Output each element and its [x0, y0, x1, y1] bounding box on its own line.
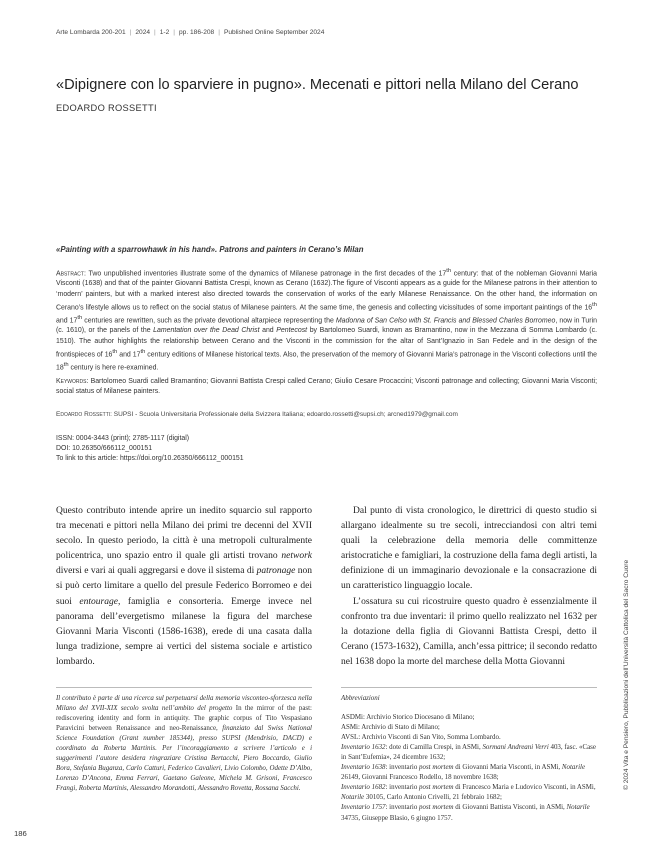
abstract-text: and: [259, 327, 277, 335]
abstract-text: century: that of the nobleman Giovanni Maria Visconti (1638) and that of the painter Giovanni Battista Crespi, known as Cerano (1632).The figure of Visconti appears as a guide for the Milanese patrons in their attention to ‘modern’ painters, but with a marked interest also directed towards the conservation of works of the early Milanese Renaissance. On the other hand, the information on Cerano’s lifestyle allows us to reflect on the social status of Milanese painters. At the same time, the genesis and collecting vicissitudes of some important paintings of the 16: [56, 270, 597, 311]
abstract-text: , now in Turin (c. 1610), or the panels of the: [56, 317, 597, 335]
affiliation-text: SUPSI - Scuola Universitaria Professionale della Svizzera Italiana; edoardo.rossetti@supsi.ch; arcned1979@gmail.com: [111, 411, 458, 418]
abstract-text: Two unpublished inventories illustrate some of the dynamics of Milanese patronage in the first decades of the 17: [85, 270, 447, 278]
body-column-left: [56, 504, 312, 670]
footnote-divider: [341, 687, 597, 688]
abbr-text: 26149, Giovanni Francesco Rodello, 18 novembre 1638;: [341, 773, 499, 782]
abbr-text: : inventario: [385, 783, 420, 792]
artwork-title: Pentecost: [276, 327, 308, 335]
abbr-text: Notarile: [561, 763, 586, 772]
body-text: diversi e vari ai quali aggregarsi e dove il sistema di: [56, 566, 257, 577]
abstract-text: and 17: [117, 350, 141, 358]
affiliation-label: Edoardo Rossetti:: [56, 411, 112, 418]
body-paragraph: L’ossatura su cui ricostruire questo quadro è essenzialmente il confronto tra due inventari: il primo quello realizzato nel 1632 per la dotazione della figlia di Giovanni Battista Crespi, detto il Cerano (1573-1632), Camilla, anch’essa pittrice; il secondo redatto nel 1638 dopo la morte del marchese della Motta Giovanni: [341, 596, 597, 667]
abbr-text: : inventario: [385, 803, 420, 812]
abbreviation-item: ASDMi: Archivio Storico Diocesano di Milano;: [341, 713, 475, 722]
body-text: , famiglia e consorteria. Emerge invece nel panorama dell’evergetismo milanese la figura del marchese Giovanni Maria Visconti (1586-1638), erede di una casata dalla lunga tradizione, sempre ai vertici del sistema sociale e artistico lombardo.: [56, 596, 312, 667]
abbr-key: Inventario 1638: [341, 763, 386, 772]
page-range: pp. 186-208: [179, 29, 215, 36]
body-column-right: [341, 504, 597, 670]
abstract-text: centuries are rewritten, such as the private devotional altarpiece representing the: [82, 317, 336, 325]
article-title: «Dipignere con lo sparviere in pugno». Mecenati e pittori nella Milano del Cerano: [56, 77, 579, 93]
italic-term: entourage: [79, 596, 118, 607]
abbr-text: : inventario: [385, 763, 420, 772]
abbr-text: 34735, Giuseppe Blasio, 6 giugno 1757.: [341, 813, 453, 822]
abbr-text: di Giovanni Maria Visconti, in ASMi,: [453, 763, 562, 772]
publication-date: Published Online September 2024: [223, 29, 325, 36]
superscript: th: [112, 348, 118, 355]
abstract-text: century editions of Milanese historical texts. Also, the preservation of the memory of Giovanni Maria’s patronage in the Visconti collections until the 18: [56, 350, 597, 372]
superscript: th: [63, 362, 69, 368]
body-paragraph: [56, 504, 312, 670]
issn: ISSN: 0004-3443 (print); 2785-1117 (digital): [56, 435, 190, 442]
footnote-text: Il contributo è parte di una ricerca sul perpetuarsi della memoria visconteo-sforzesca nella Milano del XVII-XIX secolo svolta nell’ambito del progetto: [56, 694, 312, 713]
abbr-text: post mortem: [419, 763, 454, 772]
abbreviation-item: ASMi: Archivio di Stato di Milano;: [341, 723, 440, 732]
abbr-key: Inventario 1632: [341, 743, 386, 752]
abbr-text: 30105, Carlo Antonio Crivelli, 21 febbraio 1682;: [364, 793, 502, 802]
article-link[interactable]: To link to this article: https://doi.org/10.26350/666112_000151: [56, 455, 244, 463]
superscript: th: [77, 315, 83, 321]
footnote-text: finanziato dal Swiss National Science Foundation (Grant number 185344), presso SUPSI (Mendrisio, DACD) e coordinato da Roberta Martinis. Per l’incoraggiamento a scrivere l’articolo e i suggerimenti l’autore desidera ringraziare Cristina Bertacchi, Piero Boccardo, Giulio Bora, Stefania Buganza, Carlo Catturi, Federico Cavalieri, Livio Colombo, Odette D’Albo, Lorenzo D’Ancona, Emma Ferrari, Gaetano Galeone, Michela M. Grisoni, Francesco Frangi, Roberta Martinis, Alessandro Morandotti, Alessandro Rovetta, Rossana Sacchi.: [56, 724, 312, 793]
author-affiliation: [56, 411, 458, 418]
abbr-text: di Francesco Maria e Ludovico Visconti, in ASMi,: [453, 783, 596, 792]
abbr-text: Notarile: [341, 793, 365, 802]
body-paragraph: Dal punto di vista cronologico, le direttrici di questo studio si allargano idealmente su tre secoli, intrecciandosi con altri temi quali la celebrazione della memoria delle committenze aristocratiche e famigliari, la costruzione della fama degli artisti, la definizione di un immaginario devozionale e la consacrazione di un caratteristico linguaggio locale.: [341, 506, 597, 592]
abbreviation-item: AVSL: Archivio Visconti di San Vito, Somma Lombardo.: [341, 733, 501, 742]
abbr-text: di Giovanni Battista Visconti, in ASMi,: [453, 803, 567, 812]
abbreviation-item: [341, 802, 597, 822]
footnote-acknowledgement: [56, 693, 312, 793]
body-text: non si può certo limitare a quello del presule Federico Borromeo e dei suoi: [56, 566, 313, 607]
journal-name: Arte Lombarda 200-201: [56, 29, 126, 36]
abbreviation-item: [341, 762, 597, 782]
abbr-text: post mortem: [419, 803, 454, 812]
italic-term: patronage: [256, 566, 296, 577]
abbr-text: : dote di Camilla Crespi, in ASMi,: [385, 743, 483, 752]
artwork-title: Lamentation over the Dead Christ: [153, 327, 260, 335]
abbr-text: post mortem: [419, 783, 454, 792]
english-title: «Painting with a sparrowhawk in his hand». Patrons and painters in Cerano’s Milan: [56, 245, 364, 254]
footnote-divider: [56, 687, 312, 688]
abbr-key: Inventario 1682: [341, 783, 386, 792]
italic-term: network: [281, 551, 312, 562]
copyright-notice: © 2024 Vita e Pensiero, Pubblicazioni dell’Università Cattolica del Sacro Cuore: [623, 559, 630, 790]
abbr-text: 403, fasc. «Case in Sant’Eufemia», 24 dicembre 1632;: [341, 743, 596, 762]
abstract-text: by Bartolomeo Suardi, known as Bramantino, now in the Mezzana di Somma Lombardo (c. 1510). The author highlights the relationship between Cerano and the Visconti in the commission for the altar of Sant’Ignazio in San Fedele and in the design of the frontispieces of 16: [56, 327, 597, 358]
abstract-label: Abstract:: [56, 270, 86, 278]
abbreviations-list: [341, 693, 597, 823]
superscript: th: [592, 301, 597, 308]
running-head: Arte Lombarda 200-201 | 2024 | 1-2 | pp. 186-208 | Published Online September 2024: [56, 29, 325, 36]
superscript: th: [140, 348, 146, 355]
footnote-text: In the mirror of the past: rediscovering identity and form in antiquity. The graphic corpus of Tito Vespasiano Paravicini between Renaissance and neo-Renaissance,: [56, 704, 312, 733]
doi: DOI: 10.26350/666112_000151: [56, 445, 153, 453]
abbreviations-heading: Abbreviazioni: [341, 694, 380, 702]
abbreviation-item: [341, 742, 597, 762]
abbr-key: Inventario 1757: [341, 803, 386, 812]
author-name: EDOARDO ROSSETTI: [56, 103, 157, 113]
page-number: 186: [14, 829, 27, 838]
abbreviation-item: [341, 782, 597, 802]
journal-issue: 1-2: [159, 29, 170, 36]
abbr-text: Notarile: [566, 803, 590, 812]
body-text: Questo contributo intende aprire un inedito squarcio sul rapporto tra mecenati e pittori nella Milano dei primi tre decenni del XVII secolo. In questo periodo, la città è una metropoli culturalmente policentrica, uno spazio entro il quale gli artisti trovano: [56, 506, 312, 562]
abbr-text: Sormani Andreani Verri: [482, 743, 549, 752]
journal-year: 2024: [135, 29, 151, 36]
keywords-label: Keywords:: [56, 378, 89, 385]
abstract: [56, 266, 597, 373]
abstract-text: century is here re-examined.: [68, 364, 159, 372]
keywords: [56, 377, 597, 397]
abstract-text: and 17: [56, 317, 78, 325]
superscript: th: [446, 268, 452, 274]
keywords-text: Bartolomeo Suardi called Bramantino; Giovanni Battista Crespi called Cerano; Giulio Cesare Procaccini; Visconti patronage and collecting; Giovanni Maria Visconti; social status of Milanese painters.: [56, 378, 597, 396]
artwork-title: Madonna of San Celso with St. Francis and Blessed Charles Borromeo: [335, 317, 556, 325]
article-identifiers: [56, 434, 244, 464]
